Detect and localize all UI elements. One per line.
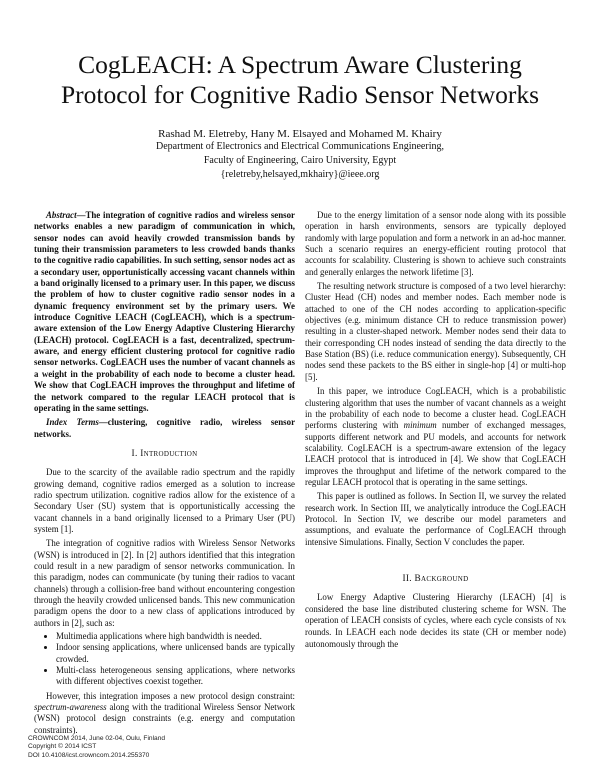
list-item: • Indoor sensing applications, where unlicensed bands are typically crowded. bbox=[56, 642, 295, 665]
intro-p3-text: However, this integration imposes a new protocol design constraint: bbox=[46, 690, 295, 701]
affiliation-line-2: Faculty of Engineering, Cairo University, Egypt bbox=[203, 155, 397, 166]
background-p1-text-end: rounds. In LEACH each node decides its state (CH or member node) autonomously through the bbox=[305, 627, 566, 649]
footer-notice bbox=[28, 735, 288, 760]
section-heading-background: II. Background bbox=[402, 573, 469, 584]
footer-conference: CROWNCOM 2014, June 02-04, Oulu, Finland bbox=[28, 735, 166, 742]
title-line-2: Protocol for Cognitive Radio Sensor Networks bbox=[60, 80, 540, 109]
intro-paragraph-6 bbox=[305, 386, 566, 488]
right-column bbox=[305, 210, 566, 650]
list-item: • Multimedia applications where high bandwidth is needed. bbox=[56, 631, 295, 642]
footer-copyright: Copyright © 2014 ICST bbox=[28, 743, 97, 751]
intro-paragraph-5: The resulting network structure is composed of a two level hierarchy: Cluster Head (CH) nodes and member nodes. Each member node is attached to one of the CH nodes according to application-specific objectives (e.g. minimum distance CH to reduce transmission power) resulting in a cluster-shaped network. Member nodes send their data to their corresponding CH nodes instead of sending the data directly to the Base Station (BS) (i.e. reduce communication energy). Subsequently, CH nodes send these packets to the BS either in single-hop [4] or multi-hop [5]. bbox=[305, 281, 566, 382]
intro-p6-text: In this paper, we introduce CogLEACH, which is a probabilistic clustering algorithm that uses the number of vacant channels as a weight in the probability of each node to become a cluster head. CogLEACH performs clustering with bbox=[305, 386, 566, 431]
footer-doi: DOI 10.4108/icst.crowncom.2014.255370 bbox=[28, 751, 150, 759]
affiliation bbox=[60, 140, 540, 182]
index-terms bbox=[34, 417, 295, 440]
list-item: • Multi-class heterogeneous sensing applications, where networks with different objectives coexist together. bbox=[56, 665, 295, 688]
index-terms-label: Index Terms bbox=[46, 417, 99, 428]
left-column bbox=[34, 210, 295, 736]
author-list: Rashad M. Eletreby, Hany M. Elsayed and Mohamed M. Khairy bbox=[158, 128, 442, 140]
intro-paragraph-2: The integration of cognitive radios with Wireless Sensor Networks (WSN) is introduced in [2]. In [2] authors identified that this integration could result in a new paradigm of sensor networks communication. In this paradigm, nodes can communicate (by tuning their radios to vacant channels) through a collision-free band without encountering congestion through the heavily crowded unlicensed bands. This new communication paradigm opens the door to a new class of applications introduced by authors in [2], such as: bbox=[34, 538, 295, 628]
intro-paragraph-4: Due to the energy limitation of a sensor node along with its possible operation in harsh environments, sensors are typically deployed randomly with large population and form a network in an ad-hoc manner. Such a scenario requires an energy-efficient routing protocol that accounts for scalability. Clustering is shown to achieve such constraints and generally enlarges the network lifetime [3]. bbox=[305, 210, 566, 277]
background-paragraph-1 bbox=[305, 592, 566, 650]
section-heading-introduction: I. Introduction bbox=[131, 448, 198, 459]
paper-title bbox=[40, 50, 560, 110]
abstract-label: Abstract bbox=[46, 210, 77, 220]
author-emails: {reletreby,helsayed,mkhairy}@ieee.org bbox=[220, 169, 380, 180]
index-terms-text: —clustering, cognitive radio, wireless sensor networks. bbox=[34, 417, 296, 439]
intro-p6-emphasis: minimum bbox=[403, 420, 437, 431]
fraction-n-over-k: N/k bbox=[555, 617, 566, 625]
intro-p3-emphasis: spectrum-awareness bbox=[34, 702, 107, 713]
intro-p6-text-end: number of exchanged messages, supports different network and PU models, and accounts for network scalability. CogLEACH is a spectrum-aware extension of the legacy LEACH protocol that is introduced in [4]. We show that CogLEACH improves the throughput and lifetime of the network compared to the regular LEACH protocol that is operating in the same settings. bbox=[305, 420, 566, 487]
abstract-text: —The integration of cognitive radios and wireless sensor networks enables a new paradigm of communication in which, sensor nodes can avoid heavily crowded transmission bands by tuning their transmission parameters to less crowded bands thanks to the cognitive radio capabilities. In such setting, sensor nodes act as a secondary user, opportunistically accessing vacant channels within a band originally licensed to a primary user. In this paper, we discuss the problem of how to cluster cognitive radio sensor nodes in a dynamic frequency environment set by the primary users. We introduce Cognitive LEACH (CogLEACH), which is a spectrum-aware extension of the Low Energy Adaptive Clustering Hierarchy (LEACH) protocol. CogLEACH is a fast, decentralized, spectrum-aware, and energy efficient clustering protocol for cognitive radio sensor networks. CogLEACH uses the number of vacant channels as a weight in the probability of each node to become a cluster head. We show that CogLEACH improves the throughput and lifetime of the network compared to the regular LEACH protocol that is operating in the same settings. bbox=[34, 210, 295, 413]
intro-paragraph-7: This paper is outlined as follows. In Section II, we survey the related research work. In Section III, we analytically introduce the CogLEACH Protocol. In Section IV, we describe our model parameters and assumptions, and evaluate the performance of CogLEACH through intensive Simulations. Finally, Section V concludes the paper. bbox=[305, 491, 566, 547]
title-line-1: CogLEACH: A Spectrum Aware Clustering bbox=[78, 50, 522, 79]
intro-paragraph-3 bbox=[34, 691, 295, 736]
application-list bbox=[34, 631, 295, 688]
abstract bbox=[34, 210, 295, 414]
background-p1-text: Low Energy Adaptive Clustering Hierarchy (LEACH) [4] is considered the base line distributed clustering scheme for WSN. The operation of LEACH consists of cycles, where each cycle consists of bbox=[305, 592, 566, 625]
affiliation-line-1: Department of Electronics and Electrical Communications Engineering, bbox=[156, 141, 444, 152]
intro-p3-text-end: along with the traditional Wireless Sensor Network (WSN) protocol design constraints (e.g. energy and computation constraints). bbox=[34, 702, 295, 735]
intro-paragraph-1: Due to the scarcity of the available radio spectrum and the rapidly growing demand, cognitive radios emerged as a solution to increase radio spectrum utilization. cognitive radios allow for the existence of a Secondary User (SU) system that is opportunistically accessing the vacant channels in a band originally licensed to a Primary User (PU) system [1]. bbox=[34, 467, 295, 534]
